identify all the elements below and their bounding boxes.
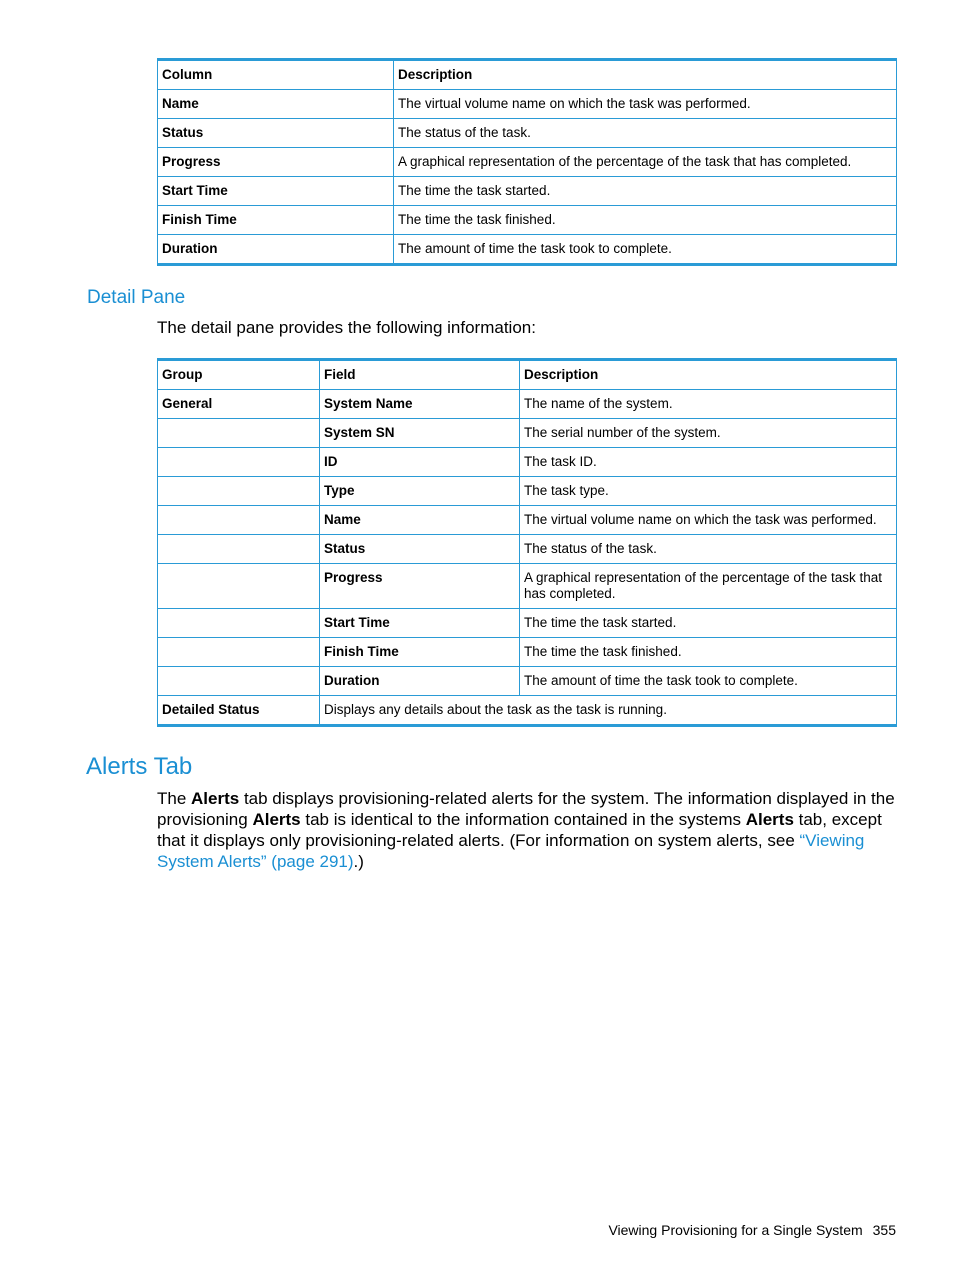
page-footer [608, 1222, 896, 1238]
description-cell: The task type. [520, 477, 897, 506]
description-cell: A graphical representation of the percentage of the task that has completed. [394, 148, 897, 177]
column-name-cell: Finish Time [158, 206, 394, 235]
description-cell: The status of the task. [394, 119, 897, 148]
group-cell [158, 477, 320, 506]
field-cell: Duration [320, 667, 520, 696]
description-cell: The virtual volume name on which the task was performed. [520, 506, 897, 535]
field-cell: Name [320, 506, 520, 535]
text-run: tab displays provisioning-related alerts for the system. The information displayed in the provisioning [157, 789, 895, 829]
table-row [158, 419, 897, 448]
group-cell [158, 638, 320, 667]
group-cell [158, 535, 320, 564]
alerts-bold: Alerts [191, 789, 240, 808]
table-row [158, 638, 897, 667]
table-row [158, 448, 897, 477]
group-cell [158, 506, 320, 535]
alerts-bold: Alerts [252, 810, 301, 829]
columns-table [157, 58, 897, 266]
table-header-row [158, 360, 897, 390]
description-cell: The task ID. [520, 448, 897, 477]
field-cell: Status [320, 535, 520, 564]
description-cell: The serial number of the system. [520, 419, 897, 448]
alerts-tab-paragraph [157, 788, 897, 872]
description-cell: The name of the system. [520, 390, 897, 419]
field-cell: Progress [320, 564, 520, 609]
alerts-bold: Alerts [745, 810, 794, 829]
column-name-cell: Progress [158, 148, 394, 177]
column-name-cell: Status [158, 119, 394, 148]
table-row [158, 390, 897, 419]
table-row [158, 477, 897, 506]
field-cell: Finish Time [320, 638, 520, 667]
table-row [158, 206, 897, 235]
description-cell: The time the task finished. [394, 206, 897, 235]
description-cell: The time the task finished. [520, 638, 897, 667]
footer-title: Viewing Provisioning for a Single System [608, 1222, 863, 1238]
field-cell: System Name [320, 390, 520, 419]
column-name-cell: Start Time [158, 177, 394, 206]
description-cell: A graphical representation of the percentage of the task that has completed. [520, 564, 897, 609]
table-header-row [158, 60, 897, 90]
group-cell [158, 609, 320, 638]
alerts-tab-heading: Alerts Tab [86, 753, 193, 780]
table-row [158, 696, 897, 726]
column-header: Column [158, 60, 394, 90]
field-cell: Type [320, 477, 520, 506]
group-cell: General [158, 390, 320, 419]
table-row [158, 119, 897, 148]
description-cell: The amount of time the task took to complete. [394, 235, 897, 265]
text-run: The [157, 789, 192, 808]
group-cell [158, 564, 320, 609]
detail-pane-table [157, 358, 897, 727]
detail-pane-heading: Detail Pane [87, 287, 186, 308]
text-run: tab is identical to the information contained in the systems [300, 810, 746, 829]
table-row [158, 177, 897, 206]
group-cell [158, 448, 320, 477]
column-header: Description [394, 60, 897, 90]
table-row [158, 667, 897, 696]
description-cell: The time the task started. [394, 177, 897, 206]
group-cell: Detailed Status [158, 696, 320, 726]
table-row [158, 235, 897, 265]
column-header: Description [520, 360, 897, 390]
column-name-cell: Name [158, 90, 394, 119]
description-cell: The time the task started. [520, 609, 897, 638]
field-cell: Start Time [320, 609, 520, 638]
table-row [158, 506, 897, 535]
page-number: 355 [872, 1222, 896, 1238]
detail-pane-intro: The detail pane provides the following information: [157, 318, 536, 337]
field-cell: ID [320, 448, 520, 477]
group-cell [158, 419, 320, 448]
description-cell: The status of the task. [520, 535, 897, 564]
table-row [158, 564, 897, 609]
table-row [158, 90, 897, 119]
column-header: Field [320, 360, 520, 390]
viewing-system-alerts-link[interactable]: “Viewing System Alerts” (page 291) [157, 831, 865, 871]
text-run: .) [353, 852, 364, 871]
description-cell: The virtual volume name on which the task was performed. [394, 90, 897, 119]
table-row [158, 148, 897, 177]
text-run: tab, except that it displays only provisioning-related alerts. (For information on system alerts, see [157, 810, 882, 850]
column-name-cell: Duration [158, 235, 394, 265]
description-cell: The amount of time the task took to complete. [520, 667, 897, 696]
column-header: Group [158, 360, 320, 390]
table-row [158, 609, 897, 638]
field-cell: System SN [320, 419, 520, 448]
group-cell [158, 667, 320, 696]
table-row [158, 535, 897, 564]
description-cell: Displays any details about the task as the task is running. [320, 696, 897, 726]
